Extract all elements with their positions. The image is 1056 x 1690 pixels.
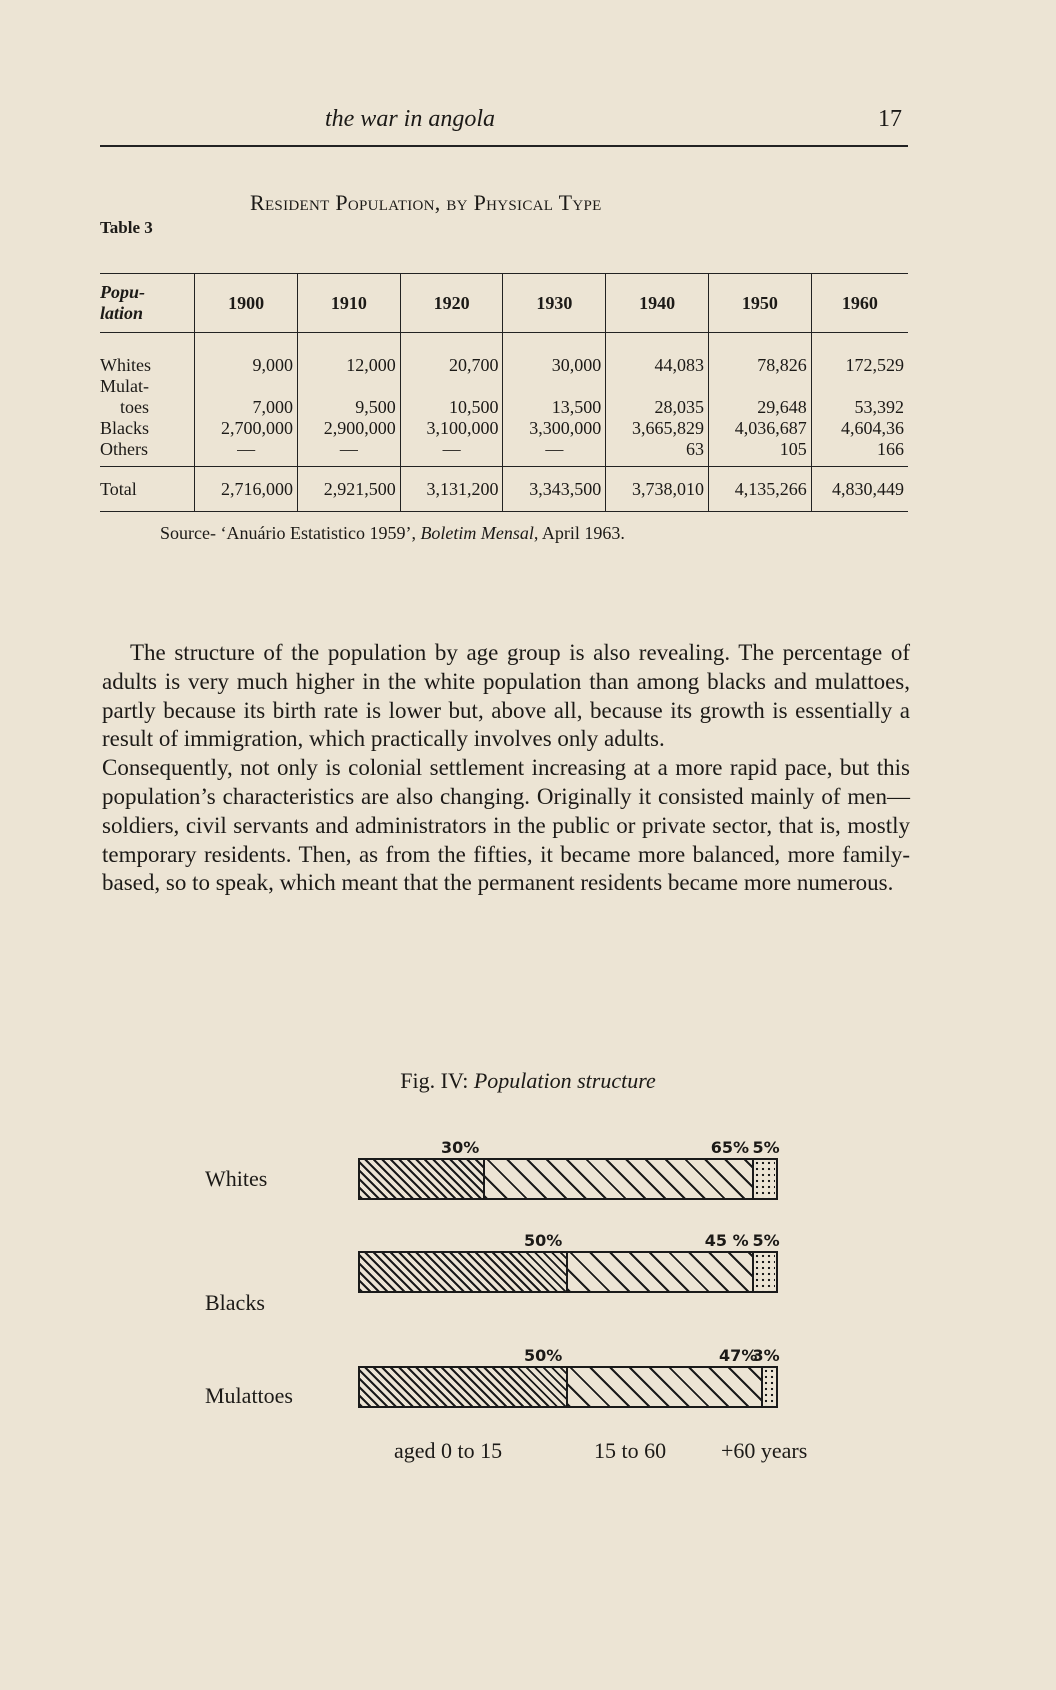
table-cell: 3,100,000 [400, 418, 503, 439]
bar-segment-60-plus [763, 1368, 775, 1406]
data-label-aged-0-15: 30% [441, 1138, 480, 1157]
table-cell: 9,000 [195, 333, 298, 377]
table-cell: 29,648 [708, 397, 811, 418]
row-label: Blacks [100, 418, 149, 438]
population-table [100, 273, 908, 512]
table-total-row [100, 467, 908, 512]
category-label: Whites [205, 1166, 268, 1191]
table-cell: 63 [606, 439, 709, 467]
table-cell: 2,716,000 [195, 467, 298, 512]
table-row [100, 397, 908, 418]
legend-adult: 15 to 60 [594, 1438, 667, 1463]
table-cell: 30,000 [503, 333, 606, 377]
year-header: 1940 [606, 274, 709, 333]
bar-segment-aged-0-15 [360, 1368, 568, 1406]
row-label: Mulat- [100, 376, 149, 396]
table-row [100, 376, 908, 397]
table-cell: 3,300,000 [503, 418, 606, 439]
table-cell: — [400, 439, 503, 467]
source-suffix: , April 1963. [533, 523, 625, 543]
table-cell: 105 [708, 439, 811, 467]
table-cell: 3,665,829 [606, 418, 709, 439]
row-label: Whites [100, 355, 151, 375]
table-row [100, 418, 908, 439]
category-label: Mulattoes [205, 1383, 293, 1408]
table-header-row [100, 274, 908, 333]
stacked-bar [358, 1366, 778, 1408]
table-row [100, 439, 908, 467]
table-cell: 44,083 [606, 333, 709, 377]
year-header: 1960 [811, 274, 908, 333]
running-title: the war in angola [324, 106, 495, 132]
data-label-15-60: 47% [719, 1346, 758, 1365]
table-cell: 28,035 [606, 397, 709, 418]
table-cell: 166 [811, 439, 908, 467]
figure-caption-title: Population structure [473, 1068, 656, 1093]
data-label-60-plus: 3% [752, 1346, 780, 1365]
stacked-bar [358, 1251, 778, 1293]
table-cell: 4,135,266 [708, 467, 811, 512]
figure-caption [0, 1068, 1056, 1094]
data-label-aged-0-15: 50% [524, 1346, 563, 1365]
source-prefix: Source- ‘Anuário Estatistico 1959’, [160, 523, 421, 543]
stacked-bar [358, 1158, 778, 1200]
data-label-60-plus: 5% [752, 1138, 780, 1157]
table-cell: 10,500 [400, 397, 503, 418]
source-publication: Boletim Mensal [420, 523, 534, 543]
bar-segment-aged-0-15 [360, 1160, 485, 1198]
table-cell: 4,830,449 [811, 467, 908, 512]
table-cell: 9,500 [297, 397, 400, 418]
bar-segment-aged-0-15 [360, 1253, 568, 1291]
data-label-15-60: 45 % [704, 1231, 749, 1250]
page-number: 17 [878, 106, 902, 132]
bar-segment-60-plus [754, 1160, 775, 1198]
data-label-60-plus: 5% [752, 1231, 780, 1250]
table-cell: 53,392 [811, 397, 908, 418]
figure-caption-prefix: Fig. IV: [400, 1068, 474, 1093]
bar-segment-60-plus [754, 1253, 775, 1291]
table-cell: 12,000 [297, 333, 400, 377]
paragraph: The structure of the population by age group is also revealing. The percentage of adults is very much higher in the white population than among blacks and mulattoes, partly because its birth rate is lower but, above all, because its growth is essentially a result of immigration, which practically involves only adults. [102, 640, 910, 752]
table-cell: 20,700 [400, 333, 503, 377]
legend-young: aged 0 to 15 [394, 1438, 503, 1463]
year-header: 1900 [195, 274, 298, 333]
year-header: 1930 [503, 274, 606, 333]
table-cell: 78,826 [708, 333, 811, 377]
table-cell: — [195, 439, 298, 467]
table-cell: 4,604,36 [811, 418, 908, 439]
row-label-continued: toes [120, 397, 149, 417]
table-heading: Resident Population, by Physical Type [250, 190, 602, 215]
table-cell: 3,738,010 [606, 467, 709, 512]
table-row [100, 333, 908, 377]
year-header: 1920 [400, 274, 503, 333]
column-header-population: Popu- lation [100, 274, 195, 333]
table-cell: — [503, 439, 606, 467]
year-header: 1910 [297, 274, 400, 333]
row-label: Others [100, 439, 148, 459]
table-cell: 3,131,200 [400, 467, 503, 512]
table-cell: 2,900,000 [297, 418, 400, 439]
year-header: 1950 [708, 274, 811, 333]
row-label: Total [100, 467, 195, 512]
table-cell: 172,529 [811, 333, 908, 377]
header-rule [100, 145, 908, 147]
paragraph: Consequently, not only is colonial settlement increasing at a more rapid pace, but this population’s characteristics are also changing. Originally it consisted mainly of men—soldiers, civil servants and administrators in the public or private sector, that is, mostly temporary residents. Then, as from the fifties, it became more balanced, more family-based, so to speak, which meant that the permanent residents became more numerous. [102, 755, 910, 896]
body-text [102, 639, 910, 898]
bar-segment-15-60 [568, 1253, 755, 1291]
table-cell: 2,921,500 [297, 467, 400, 512]
table-source-note [160, 523, 625, 544]
table-cell: 13,500 [503, 397, 606, 418]
bar-segment-15-60 [568, 1368, 763, 1406]
table-cell: 2,700,000 [195, 418, 298, 439]
data-label-15-60: 65% [710, 1138, 750, 1157]
table-cell: 4,036,687 [708, 418, 811, 439]
table-cell: 7,000 [195, 397, 298, 418]
table-label: Table 3 [100, 218, 153, 237]
table-cell: 3,343,500 [503, 467, 606, 512]
table-cell: — [297, 439, 400, 467]
legend-old: +60 years [721, 1438, 808, 1463]
data-label-aged-0-15: 50% [524, 1231, 563, 1250]
category-label: Blacks [205, 1290, 265, 1315]
bar-segment-15-60 [485, 1160, 755, 1198]
